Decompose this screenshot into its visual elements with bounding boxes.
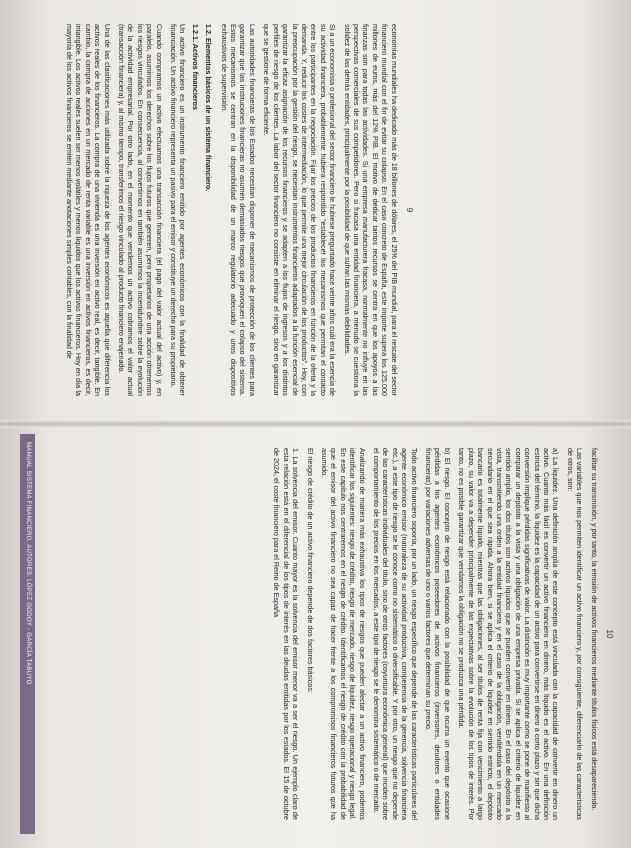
paragraph: Un activo financiero es un instrumento financiero emitido por agentes económicos con la finalidad de obtener financiación. Un activo financiero representa un pasivo para el emisor y constituye un derecho para su propietario. — [169, 24, 188, 396]
page-number: 9 — [405, 207, 414, 213]
paragraph: economías mundiales ha dedicado más de 18 billones de dólares, el 25% del PIB mundial, para el rescate del sector financiero mundial con el fin de evitar su colapso. En el caso concreto de España, este importe supera los 125.000 millones de euros, más del 12% PIB. El motivo de dedicar tantos recursos se centra en que los apoyos a las finanzas son para todas las actividades. Si una empresa manufacturera fracasa, normalmente no influye en las perspectivas comerciales de sus competidores. Pero si fracasa una entidad financiera, a menudo se cuestiona la solidez de las demás entidades, principalmente por la posibilidad de que sufran las mismas debilidades. — [342, 24, 399, 396]
page-9-body — [0, 10, 420, 410]
paragraph: Si a un economista o profesional del sector financiero le hubiese preguntado hace veinte años cuál era la esencia de su actividad financiera, probablemente hubiera respondido “establecer los mecanismos que permitan el contacto entre los participantes en la negociación. Fijar los precios de los productos financieros en función de la oferta y la demanda. Y, reducir los costes de intermediación, lo que permite una mejor circulación de los productos”. Hoy, con la preocupación por la gestión del riesgo, se necesitan instrumentos financieros adaptados a la función esencial de garantizar la eficaz asignación de los recursos financieros y se adapten a los flujos de ingresos y a los distintos perfiles de riesgo de los clientes. La labor del sector financiero no consiste en eliminar el riesgo, sino en garantizar que se gestione de forma eficiente. — [262, 24, 338, 396]
paragraph: Cuando compramos un activo efectuamos una transacción financiera (el pago del valor actual del activo) y, en paralelo, asumimos los derechos sobre los flujos futuros que generen, pero propietarios de una acción obtenemos los riesgos vinculados. En consecuencia, al convertirnos en también asumimos la incertidumbre sobre la evolución de la actividad empresarial. Por otro lado, en el momento que vendemos un activo cobramos el valor actual (transacción financiera) y, al mismo tiempo, transferimos el riesgo vinculado al producto financiero enajenado. — [117, 24, 164, 396]
page-10 — [20, 434, 620, 834]
paragraph: Analizando de manera más exhaustiva los tipos de riesgos que pueden afectar a un activo financiero, podemos identificar los siguientes: riesgo de crédito, riesgo de mercado, riesgo de liquidez, riesgo operacional y riesgo legal. En este capítulo nos centraremos en el riesgo de crédito. Identificamos el riesgo de crédito con la probabilidad de que el emisor del activo financiero no sea capaz de hacer frente a los compromisos financieros futuros que ha asumido. — [320, 448, 367, 820]
section-title: 1.2. Elementos básicos de un sistema financiero. — [204, 24, 214, 192]
page-10-body — [20, 434, 620, 834]
subsection-title: 1.2.1. Activos financieros — [190, 24, 200, 111]
paragraph: Una de las clasificaciones más utilizada sobre la riqueza de los agentes económicos es aquella que diferencia los activos reales de los financieros. La compra de una vivienda es una inversión en activo real, es decir, tangible. En cambio, la compra de acciones en un mercado de renta variable es una inversión en activos financieros, es decir, intangible. Los activos reales suelen ser menos volátiles y menos líquidos que los activos financieros. Hoy en día la mayoría de los activos financieros se emiten mediante anotaciones simples contables, con la finalidad de — [65, 24, 112, 396]
paragraph: b) El riesgo. El concepto de riesgo está relacionado con la posibilidad de que ocurra un evento que ocasione pérdidas a los agentes económicos poseedores de activos financieros (inversores, deudores o entidades financieras) por variaciones adversas de uno o varios factores que determinan su precio. — [424, 448, 452, 820]
paragraph: El riesgo de crédito de un activo financiero depende de dos factores básicos: — [305, 448, 315, 693]
page-number: 10 — [605, 629, 614, 639]
paragraph: 1. La solvencia del emisor. Cuanto mayor es la solvencia del emisor menor va a ser el riesgo. Un ejemplo claro de esta relación está en el diferencial de los tipos de interés en las deudas emitidas por los estados. El 15 de octubre de 2024, el coste financiero para el Reino de España — [272, 448, 301, 820]
paragraph: Las variables que nos permiten identificar un activo financiero y, por consiguiente, diferenciarlo de las características de otros, son: — [565, 448, 585, 820]
paragraph: Las autoridades financieras de los Estados necesitan disponer de mecanismos de protección de los clientes para garantizar que las instituciones financieras no asumen demasiados riesgos que provoquen el colapso del sistema. Estos mecanismos se centran en la disponibilidad de un marco regulatorio adecuado y unos dispositivos exhaustivos de supervisión. — [219, 24, 257, 396]
page-9 — [0, 10, 420, 410]
book-spine — [0, 420, 631, 428]
paragraph: a) La liquidez. Una definición amplia de este concepto está vinculada con la capacidad de convertir en dinero un activo. Cuanto más fácil es convertir un activo financiero en dinero, más líquido es el activo. En una definición estricta del término, la liquidez es la capacidad de un activo para convertirse en dinero a corto plazo y sin que dicha conversión implique pérdidas significativas de valor. La distinción es muy importante como se pone de manifiesto al comparar un depósito a la vista y una obligación de una empresa privada. Si se aplica el criterio de liquidez en sentido amplio, los dos títulos son activos líquidos que se pueden convertir en dinero. En el caso del depósito a la vista, transmitiendo una orden a la entidad financiera y en el caso de la obligación, vendiéndola en un mercado secundario en el que sea rápida. Ahora bien, si se aplica el criterio de liquidez en sentido estricto, el depósito bancario es totalmente líquido, mientras que las obligaciones, al ser títulos de renta fija con vencimiento a largo plazo, su valor va a depender principalmente de las expectativas sobre la evolución de los tipos de interés. Por tanto, no es posible garantizar que vendamos la obligación no se produzca una pérdida. — [457, 448, 561, 820]
paragraph: facilitar su transmisión, y por tanto, la emisión de activos financieros mediante títulos físicos está desapareciendo. — [589, 448, 599, 811]
paragraph: Todo activo financiero soporta, por un lado, un riesgo específico que depende de las características particulares del agente económico emisor (naturaleza de su actividad productiva, competencia de la gerencia, solvencia financiera etc.), a este tipo de riesgo se le conoce como no sistemático o diversificable. Y por otro, un riesgo que no depende de las características individuales del título, sino de otros factores (coyuntura económica general) que inciden sobre el comportamiento de los precios en los mercados, a este tipo de riesgo se le denomina sistemático o de mercado. — [372, 448, 419, 820]
running-header: MANUAL SISTEMA FINANCIERO. AUTORES: LÓPEZ GODOY - GARCÍA TABUYO — [20, 434, 35, 834]
